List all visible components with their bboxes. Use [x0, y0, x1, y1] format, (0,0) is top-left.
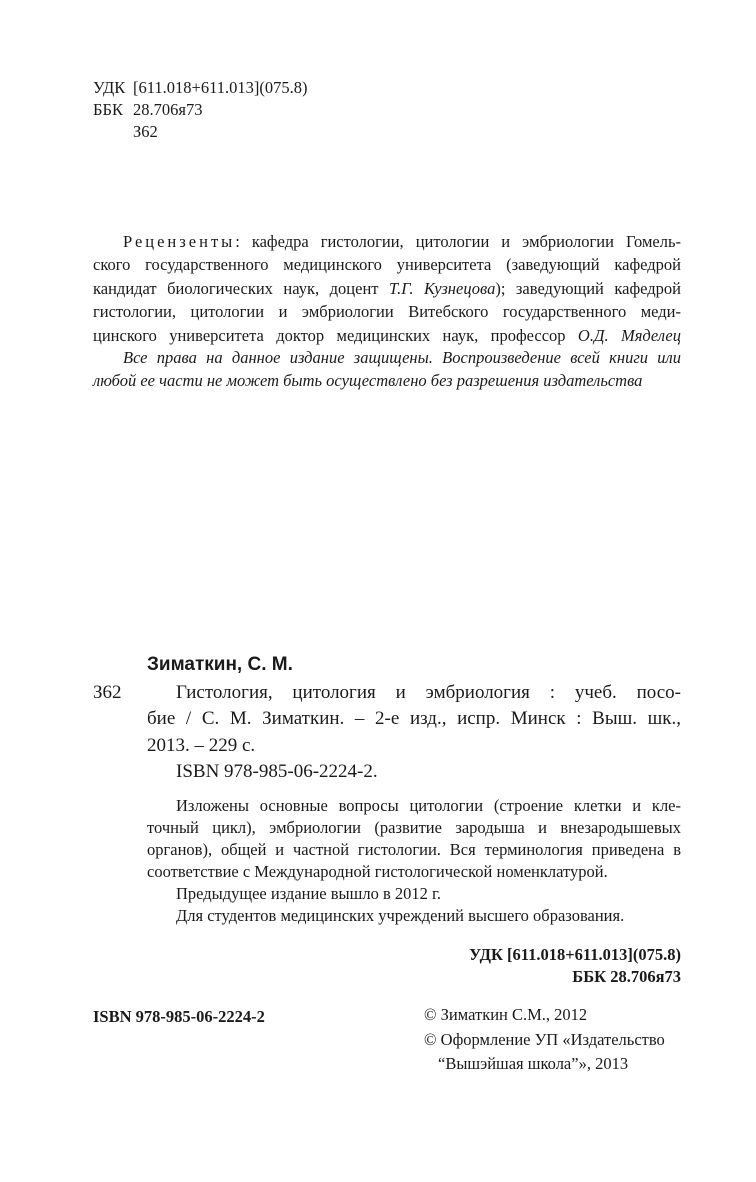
- author-mark: З62: [133, 122, 158, 141]
- bbk-label: ББК: [93, 100, 123, 119]
- reviewers-text-3b: ); заведующий кафедрой: [495, 278, 681, 298]
- reviewer-name-1: Т.Г. Кузнецова: [388, 278, 496, 298]
- reviewers-line-3: [93, 277, 681, 300]
- reviewers-line-4: гистологии, цитологии и эмбриологии Витебского государственного меди-: [93, 302, 681, 322]
- catalog-code: З62: [93, 682, 122, 703]
- bottom-udk: УДК [611.018+611.013](075.8): [469, 945, 681, 964]
- rights-notice: [93, 346, 681, 393]
- annotation-line-2: точный цикл), эмбриологии (развитие зародыша и внезародышевых: [147, 818, 681, 838]
- reviewers-text-3: кандидат биологических наук, доцент: [93, 278, 379, 298]
- catalog-line-3: 2013. – 229 с.: [147, 734, 256, 756]
- bottom-classification: [400, 944, 681, 988]
- annotation-line-1: Изложены основные вопросы цитологии (строение клетки и кле-: [176, 796, 681, 815]
- annotation-previous: Предыдущее издание вышло в 2012 г.: [176, 884, 442, 904]
- bottom-bbk: ББК 28.706я73: [572, 967, 681, 986]
- rights-line-1: Все права на данное издание защищены. Воспроизведение всей книги или: [123, 348, 681, 367]
- bbk-line: [93, 99, 307, 121]
- copyright-block: [424, 1003, 665, 1077]
- reviewers-paragraph: [93, 230, 681, 347]
- catalog-isbn: ISBN 978-985-06-2224-2.: [176, 760, 378, 782]
- catalog-line-1: Гистология, цитология и эмбриология : учеб. посо-: [176, 682, 681, 703]
- udk-label: УДК: [93, 78, 126, 97]
- reviewer-name-2: О.Д. Мяделец: [577, 325, 682, 345]
- rights-line-2: любой ее части не может быть осуществлено без разрешения издательства: [93, 371, 643, 391]
- copyright-line-2: © Оформление УП «Издательство: [424, 1029, 665, 1049]
- classification-header: [93, 77, 307, 143]
- annotation-audience: Для студентов медицинских учреждений высшего образования.: [176, 906, 625, 926]
- annotation: [147, 795, 681, 928]
- udk-value: [611.018+611.013](075.8): [133, 78, 308, 97]
- reviewers-label: Рецензенты: [123, 232, 236, 251]
- udk-line: [93, 77, 307, 99]
- reviewers-text-5: цинского университета доктор медицинских наук, профессор: [93, 325, 566, 345]
- reviewers-text-1: : кафедра гистологии, цитологии и эмбриологии Гомель-: [235, 232, 681, 251]
- reviewers-line-1: [93, 230, 681, 253]
- catalog-author: Зиматкин, С. М.: [147, 654, 293, 675]
- annotation-line-3: органов), общей и частной гистологии. Вся терминология приведена в: [147, 840, 681, 860]
- catalog-line-2: бие / С. М. Зиматкин. – 2-е изд., испр. Минск : Выш. шк.,: [147, 708, 681, 730]
- copyright-line-1: © Зиматкин С.М., 2012: [424, 1005, 588, 1024]
- isbn-bottom: ISBN 978-985-06-2224-2: [93, 1007, 265, 1026]
- reviewers-line-5: [93, 324, 681, 347]
- annotation-line-4: соответствие с Международной гистологической номенклатурой.: [147, 862, 608, 882]
- bbk-value: 28.706я73: [133, 100, 203, 119]
- catalog-description: [147, 680, 681, 785]
- reviewers-line-2: ского государственного медицинского университета (заведующий кафедрой: [93, 255, 681, 275]
- copyright-line-3: “Вышэйшая школа”», 2013: [438, 1054, 629, 1073]
